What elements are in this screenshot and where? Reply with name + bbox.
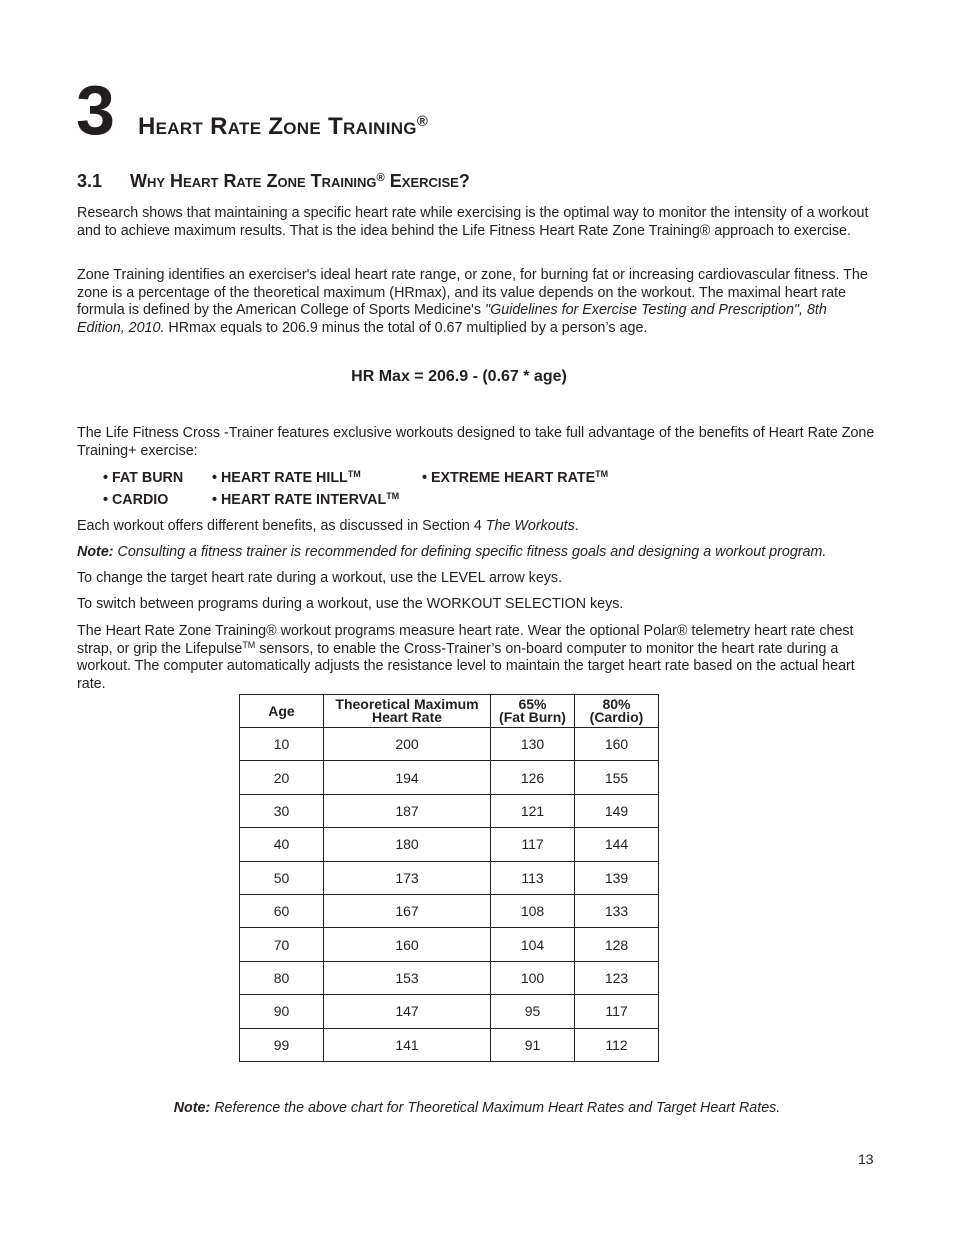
header-line: Age (268, 702, 295, 719)
cell-fat-burn: 91 (491, 1028, 575, 1061)
chapter-number: 3 (76, 71, 115, 149)
cell-cardio: 133 (575, 894, 659, 927)
table-row (240, 995, 659, 1028)
cell-cardio: 160 (575, 728, 659, 761)
benefits-text: Each workout offers different benefits, as discussed in Section 4 (77, 518, 486, 534)
cell-age: 60 (240, 894, 324, 927)
section-title-a: Why Heart Rate Zone Training (130, 171, 377, 191)
intro-paragraph: Research shows that maintaining a specific heart rate while exercising is the optimal way to monitor the intensity of a workout and to achieve maximum results. That is the idea behind the Life Fitness Heart Rate Zone Training® approach to exercise. (77, 205, 869, 239)
header-theoretical-max (324, 695, 491, 728)
workout-heart-rate-interval (212, 491, 399, 509)
table-row (240, 1028, 659, 1061)
cell-cardio: 155 (575, 761, 659, 794)
cell-max: 194 (324, 761, 491, 794)
header-line: Theoretical Maximum (335, 696, 479, 712)
trademark-mark: TM (242, 639, 256, 650)
measure-text-a: The Heart Rate Zone Training® workout programs measure heart rate. Wear the optional Polar® telemetry heart rate chest strap, or grip the Lifepulse (77, 623, 854, 657)
workout-extreme-heart-rate-label: • EXTREME HEART RATE (422, 470, 596, 486)
cell-cardio: 144 (575, 828, 659, 861)
table-row (240, 928, 659, 961)
table-row (240, 728, 659, 761)
trademark-mark: TM (386, 491, 400, 501)
chart-note-text: Reference the above chart for Theoretical Maximum Heart Rates and Target Heart Rates. (210, 1100, 781, 1116)
header-cardio (575, 695, 659, 728)
table-header-row (240, 695, 659, 728)
measure-paragraph (77, 623, 877, 694)
cell-age: 90 (240, 995, 324, 1028)
cell-fat-burn: 117 (491, 828, 575, 861)
workout-heart-rate-hill (212, 469, 361, 487)
chart-note-label: Note: (173, 1100, 211, 1116)
cell-max: 147 (324, 995, 491, 1028)
cell-max: 141 (324, 1028, 491, 1061)
header-line: (Cardio) (589, 709, 644, 725)
cell-age: 20 (240, 761, 324, 794)
cell-max: 167 (324, 894, 491, 927)
table-row (240, 761, 659, 794)
cell-cardio: 123 (575, 961, 659, 994)
zone-citation: "Guidelines for Exercise Testing and Prescription", 8th Edition, 2010. (77, 302, 827, 337)
cell-age: 50 (240, 861, 324, 894)
note-label: Note: (77, 544, 114, 560)
header-line: Heart Rate (371, 709, 443, 725)
cell-max: 153 (324, 961, 491, 994)
header-line: 65% (518, 696, 547, 712)
section-heading (77, 168, 470, 194)
cell-fat-burn: 108 (491, 894, 575, 927)
cell-max: 160 (324, 928, 491, 961)
cell-age: 40 (240, 828, 324, 861)
note-text: Consulting a fitness trainer is recommended for defining specific fitness goals and designing a workout program. (113, 544, 827, 560)
section-title-b: Exercise? (384, 171, 470, 191)
cell-age: 70 (240, 928, 324, 961)
cell-age: 80 (240, 961, 324, 994)
cell-age: 99 (240, 1028, 324, 1061)
cell-max: 173 (324, 861, 491, 894)
table-row (240, 961, 659, 994)
cell-fat-burn: 104 (491, 928, 575, 961)
cell-fat-burn: 95 (491, 995, 575, 1028)
section-number: 3.1 (77, 171, 103, 191)
cell-fat-burn: 100 (491, 961, 575, 994)
workout-heart-rate-hill-label: • HEART RATE HILL (212, 470, 348, 486)
section-registered-mark: ® (376, 171, 385, 184)
workout-heart-rate-interval-label: • HEART RATE INTERVAL (212, 492, 387, 508)
cell-cardio: 139 (575, 861, 659, 894)
cell-fat-burn: 113 (491, 861, 575, 894)
cell-cardio: 117 (575, 995, 659, 1028)
workouts-intro: The Life Fitness Cross -Trainer features exclusive workouts designed to take full advantage of the benefits of Heart Rate Zone Training+ exercise: (77, 425, 875, 459)
note-paragraph (77, 544, 877, 562)
heart-rate-table (239, 694, 659, 1062)
table-row (240, 794, 659, 827)
cell-age: 30 (240, 794, 324, 827)
table-row (240, 861, 659, 894)
level-paragraph: To change the target heart rate during a workout, use the LEVEL arrow keys. (77, 570, 563, 586)
benefits-end: . (574, 518, 579, 534)
cell-cardio: 128 (575, 928, 659, 961)
zone-text-a: Zone Training identifies an exerciser's ideal heart rate range, or zone, for burning fat or increasing cardiovascular fitness. The zone is a percentage of the theoretical maximum (HRmax), and its value depends on the workout. The maximal heart rate formula is defined by the American College of Sports Medicine's (77, 267, 868, 319)
header-fat-burn (491, 695, 575, 728)
zone-text-b: HRmax equals to 206.9 minus the total of 0.67 multiplied by a person’s age. (164, 320, 648, 337)
chart-note (0, 1099, 954, 1117)
cell-max: 187 (324, 794, 491, 827)
zone-paragraph (77, 267, 877, 338)
chapter-title-text: Heart Rate Zone Training (138, 113, 417, 140)
cell-max: 200 (324, 728, 491, 761)
header-line: 80% (602, 696, 631, 712)
cell-fat-burn: 130 (491, 728, 575, 761)
trademark-mark: TM (595, 469, 609, 479)
cell-fat-burn: 126 (491, 761, 575, 794)
table-row (240, 828, 659, 861)
cell-max: 180 (324, 828, 491, 861)
page-number: 13 (858, 1151, 874, 1167)
measure-text-b: sensors, to enable the Cross-Trainer’s on-board computer to monitor the heart rate during a workout. The computer automatically adjusts the resistance level to maintain the target heart rate based on the actual heart rate. (77, 640, 855, 693)
switch-paragraph: To switch between programs during a workout, use the WORKOUT SELECTION keys. (77, 596, 624, 612)
benefits-paragraph (77, 518, 877, 536)
workout-extreme-heart-rate (422, 469, 608, 487)
cell-cardio: 149 (575, 794, 659, 827)
chapter-title (138, 110, 428, 144)
table-row (240, 894, 659, 927)
hr-max-formula: HR Max = 206.9 - (0.67 * age) (351, 368, 567, 385)
header-line: (Fat Burn) (499, 709, 566, 725)
registered-mark: ® (416, 113, 429, 130)
cell-cardio: 112 (575, 1028, 659, 1061)
trademark-mark: TM (347, 469, 361, 479)
cell-age: 10 (240, 728, 324, 761)
benefits-section-ref: The Workouts (485, 518, 575, 534)
header-age (240, 695, 324, 728)
cell-fat-burn: 121 (491, 794, 575, 827)
workout-cardio: • CARDIO (103, 492, 169, 508)
workout-fat-burn: • FAT BURN (103, 470, 184, 486)
